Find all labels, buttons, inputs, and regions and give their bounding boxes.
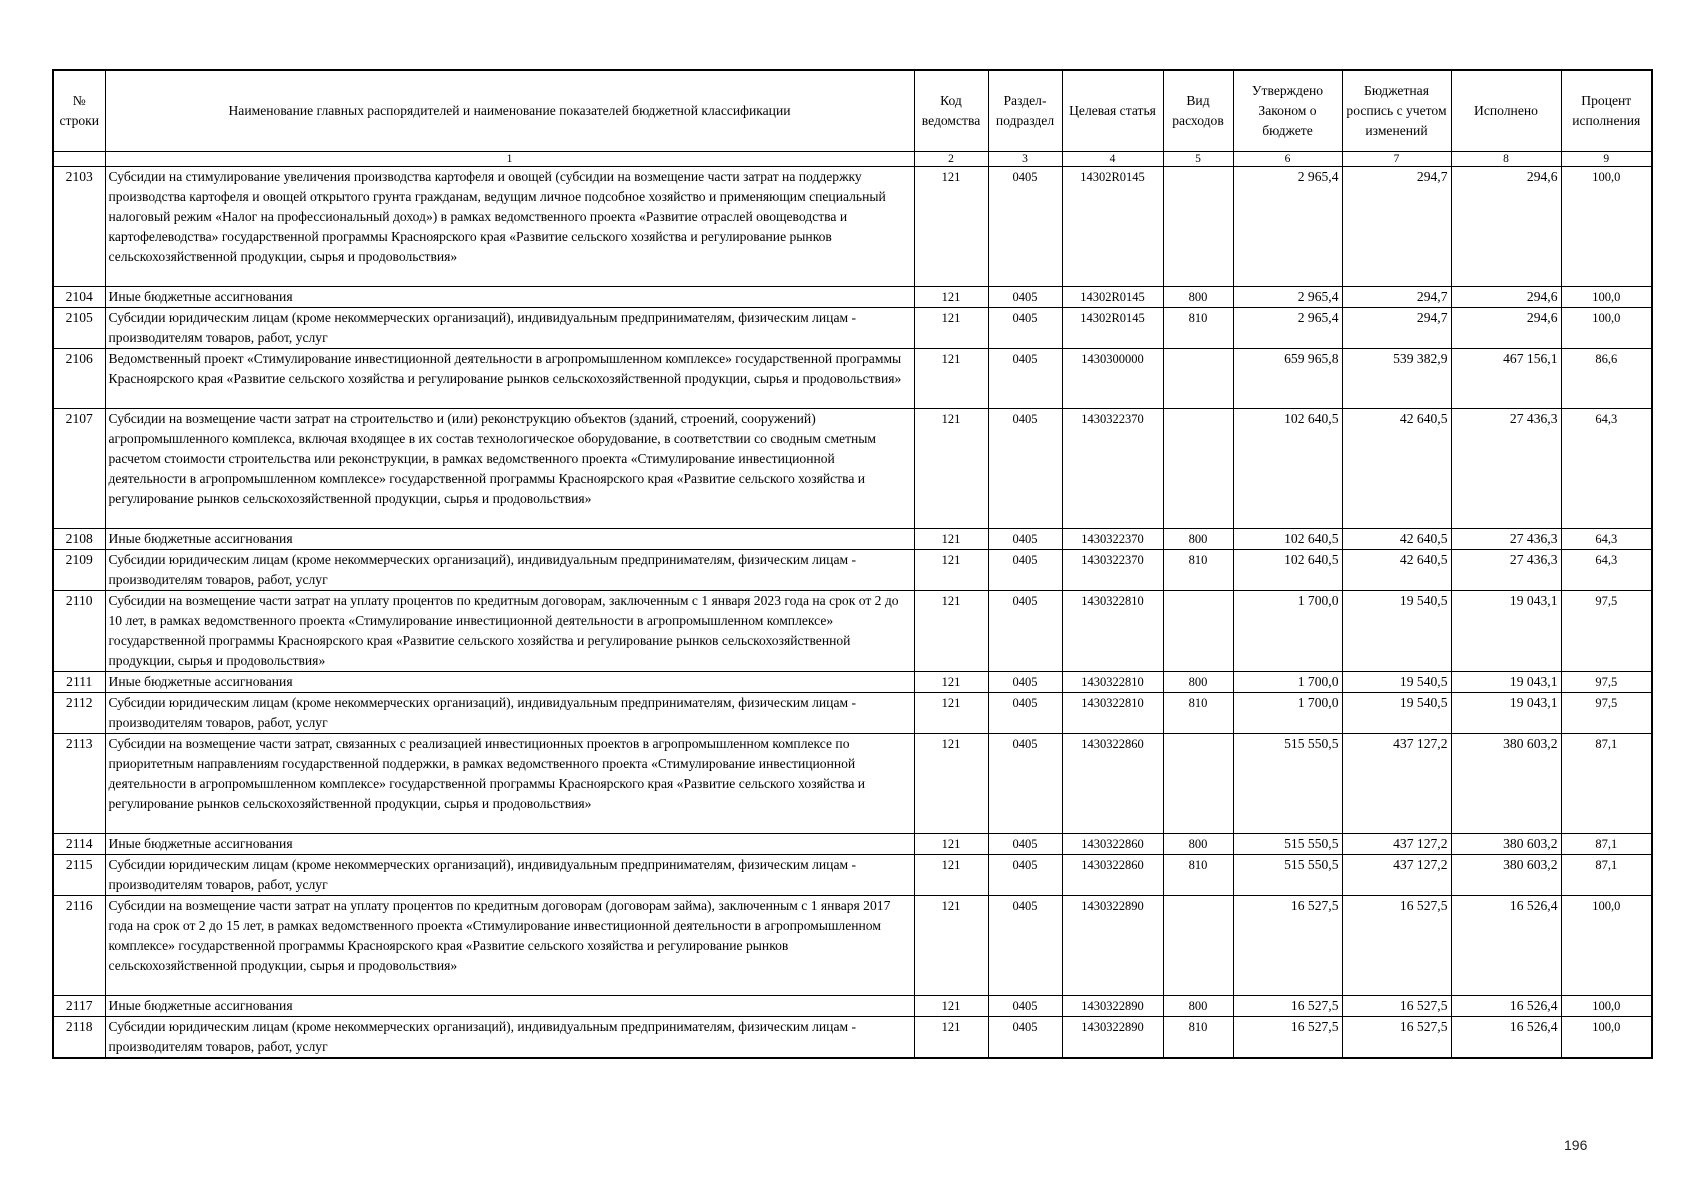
dept-code: 121 (914, 287, 988, 308)
executed-amount: 27 436,3 (1451, 529, 1561, 550)
col-header-name: Наименование главных распорядителей и наименование показателей бюджетной классификации (105, 70, 914, 152)
target-item: 1430300000 (1062, 349, 1163, 409)
executed-amount: 294,6 (1451, 167, 1561, 287)
col-header-percent: Процент исполнения (1561, 70, 1652, 152)
schedule-amount: 294,7 (1342, 308, 1451, 349)
expense-type (1163, 349, 1233, 409)
schedule-amount: 16 527,5 (1342, 896, 1451, 996)
section-code: 0405 (988, 1017, 1062, 1059)
expense-type: 800 (1163, 996, 1233, 1017)
section-code: 0405 (988, 834, 1062, 855)
approved-amount: 16 527,5 (1233, 896, 1342, 996)
table-row (53, 287, 1652, 308)
approved-amount: 102 640,5 (1233, 550, 1342, 591)
approved-amount: 2 965,4 (1233, 308, 1342, 349)
table-row (53, 550, 1652, 591)
section-code: 0405 (988, 591, 1062, 672)
executed-amount: 467 156,1 (1451, 349, 1561, 409)
column-number-blank (53, 152, 105, 167)
execution-percent: 87,1 (1561, 734, 1652, 834)
execution-percent: 64,3 (1561, 409, 1652, 529)
expense-type: 810 (1163, 308, 1233, 349)
table-row (53, 672, 1652, 693)
section-code: 0405 (988, 550, 1062, 591)
section-code: 0405 (988, 287, 1062, 308)
dept-code: 121 (914, 834, 988, 855)
target-item: 14302R0145 (1062, 308, 1163, 349)
executed-amount: 27 436,3 (1451, 409, 1561, 529)
table-row (53, 693, 1652, 734)
dept-code: 121 (914, 167, 988, 287)
schedule-amount: 294,7 (1342, 287, 1451, 308)
expense-type (1163, 167, 1233, 287)
col-header-approved: Утверждено Законом о бюджете (1233, 70, 1342, 152)
expense-type (1163, 409, 1233, 529)
approved-amount: 2 965,4 (1233, 287, 1342, 308)
table-row (53, 1017, 1652, 1059)
execution-percent: 100,0 (1561, 996, 1652, 1017)
target-item: 1430322370 (1062, 529, 1163, 550)
column-number-row (53, 152, 1652, 167)
row-name: Субсидии юридическим лицам (кроме некоммерческих организаций), индивидуальным предпринимателям, физическим лицам - производителям товаров, работ, услуг (105, 1017, 914, 1059)
approved-amount: 1 700,0 (1233, 693, 1342, 734)
target-item: 1430322810 (1062, 693, 1163, 734)
target-item: 1430322370 (1062, 409, 1163, 529)
section-code: 0405 (988, 529, 1062, 550)
execution-percent: 87,1 (1561, 834, 1652, 855)
schedule-amount: 16 527,5 (1342, 1017, 1451, 1059)
target-item: 1430322890 (1062, 1017, 1163, 1059)
schedule-amount: 19 540,5 (1342, 693, 1451, 734)
row-number: 2103 (53, 167, 105, 287)
execution-percent: 100,0 (1561, 287, 1652, 308)
column-number: 8 (1451, 152, 1561, 167)
section-code: 0405 (988, 409, 1062, 529)
approved-amount: 16 527,5 (1233, 1017, 1342, 1059)
approved-amount: 515 550,5 (1233, 834, 1342, 855)
target-item: 1430322810 (1062, 672, 1163, 693)
target-item: 14302R0145 (1062, 287, 1163, 308)
page-number: 196 (1564, 1137, 1588, 1153)
dept-code: 121 (914, 349, 988, 409)
section-code: 0405 (988, 693, 1062, 734)
executed-amount: 380 603,2 (1451, 834, 1561, 855)
executed-amount: 16 526,4 (1451, 996, 1561, 1017)
target-item: 1430322890 (1062, 896, 1163, 996)
row-name: Иные бюджетные ассигнования (105, 287, 914, 308)
col-header-expense-type: Вид расходов (1163, 70, 1233, 152)
row-name: Субсидии на возмещение части затрат на строительство и (или) реконструкцию объектов (зданий, строений, сооружений) агропромышленного комплекса, включая входящее в их состав технологическое оборудование, в соответствии со сводным сметным расчетом стоимости строительства или реконструкции, в рамках ведомственного проекта «Стимулирование инвестиционной деятельности в агропромышленном комплексе» государственной программы Красноярского края «Развитие сельского хозяйства и регулирование рынков сельскохозяйственной продукции, сырья и продовольствия» (105, 409, 914, 529)
execution-percent: 100,0 (1561, 167, 1652, 287)
row-number: 2117 (53, 996, 105, 1017)
execution-percent: 97,5 (1561, 591, 1652, 672)
budget-table (52, 69, 1653, 1059)
row-number: 2109 (53, 550, 105, 591)
row-name: Субсидии юридическим лицам (кроме некоммерческих организаций), индивидуальным предпринимателям, физическим лицам - производителям товаров, работ, услуг (105, 693, 914, 734)
row-number: 2105 (53, 308, 105, 349)
dept-code: 121 (914, 996, 988, 1017)
execution-percent: 87,1 (1561, 855, 1652, 896)
schedule-amount: 19 540,5 (1342, 591, 1451, 672)
dept-code: 121 (914, 693, 988, 734)
column-number: 5 (1163, 152, 1233, 167)
table-row (53, 734, 1652, 834)
column-number: 3 (988, 152, 1062, 167)
row-number: 2110 (53, 591, 105, 672)
section-code: 0405 (988, 896, 1062, 996)
executed-amount: 380 603,2 (1451, 734, 1561, 834)
col-header-executed: Исполнено (1451, 70, 1561, 152)
expense-type: 810 (1163, 1017, 1233, 1059)
execution-percent: 100,0 (1561, 896, 1652, 996)
executed-amount: 19 043,1 (1451, 672, 1561, 693)
table-row (53, 409, 1652, 529)
row-name: Субсидии юридическим лицам (кроме некоммерческих организаций), индивидуальным предпринимателям, физическим лицам - производителям товаров, работ, услуг (105, 308, 914, 349)
row-name: Субсидии юридическим лицам (кроме некоммерческих организаций), индивидуальным предпринимателям, физическим лицам - производителям товаров, работ, услуг (105, 550, 914, 591)
expense-type (1163, 734, 1233, 834)
table-row (53, 591, 1652, 672)
table-row (53, 529, 1652, 550)
expense-type (1163, 591, 1233, 672)
schedule-amount: 294,7 (1342, 167, 1451, 287)
approved-amount: 659 965,8 (1233, 349, 1342, 409)
row-number: 2114 (53, 834, 105, 855)
row-number: 2115 (53, 855, 105, 896)
section-code: 0405 (988, 855, 1062, 896)
table-row (53, 896, 1652, 996)
executed-amount: 294,6 (1451, 308, 1561, 349)
executed-amount: 380 603,2 (1451, 855, 1561, 896)
row-name: Субсидии на возмещение части затрат на уплату процентов по кредитным договорам (договорам займа), заключенным с 1 января 2017 года на срок от 2 до 15 лет, в рамках ведомственного проекта «Стимулирование инвестиционной деятельности в агропромышленном комплексе» государственной программы Красноярского края «Развитие сельского хозяйства и регулирование рынков сельскохозяйственной продукции, сырья и продовольствия» (105, 896, 914, 996)
section-code: 0405 (988, 308, 1062, 349)
section-code: 0405 (988, 672, 1062, 693)
execution-percent: 86,6 (1561, 349, 1652, 409)
dept-code: 121 (914, 591, 988, 672)
column-number: 9 (1561, 152, 1652, 167)
expense-type (1163, 896, 1233, 996)
target-item: 14302R0145 (1062, 167, 1163, 287)
target-item: 1430322860 (1062, 734, 1163, 834)
target-item: 1430322810 (1062, 591, 1163, 672)
execution-percent: 64,3 (1561, 529, 1652, 550)
column-number: 1 (105, 152, 914, 167)
col-header-dept-code: Код ведомства (914, 70, 988, 152)
expense-type: 800 (1163, 287, 1233, 308)
dept-code: 121 (914, 308, 988, 349)
approved-amount: 1 700,0 (1233, 672, 1342, 693)
col-header-row-number: № строки (53, 70, 105, 152)
row-number: 2108 (53, 529, 105, 550)
table-row (53, 834, 1652, 855)
schedule-amount: 19 540,5 (1342, 672, 1451, 693)
row-name: Иные бюджетные ассигнования (105, 996, 914, 1017)
section-code: 0405 (988, 996, 1062, 1017)
dept-code: 121 (914, 1017, 988, 1059)
row-name: Субсидии на стимулирование увеличения производства картофеля и овощей (субсидии на возмещение части затрат на поддержку производства картофеля и овощей открытого грунта гражданам, ведущим личное подсобное хозяйство и применяющим специальный налоговый режим «Налог на профессиональный доход») в рамках ведомственного проекта «Развитие отраслей овощеводства и картофелеводства» государственной программы Красноярского края «Развитие сельского хозяйства и регулирование рынков сельскохозяйственной продукции, сырья и продовольствия» (105, 167, 914, 287)
table-row (53, 308, 1652, 349)
expense-type: 810 (1163, 693, 1233, 734)
approved-amount: 515 550,5 (1233, 855, 1342, 896)
dept-code: 121 (914, 409, 988, 529)
column-number: 6 (1233, 152, 1342, 167)
executed-amount: 27 436,3 (1451, 550, 1561, 591)
executed-amount: 16 526,4 (1451, 896, 1561, 996)
schedule-amount: 539 382,9 (1342, 349, 1451, 409)
row-number: 2112 (53, 693, 105, 734)
table-row (53, 349, 1652, 409)
executed-amount: 16 526,4 (1451, 1017, 1561, 1059)
approved-amount: 16 527,5 (1233, 996, 1342, 1017)
row-number: 2118 (53, 1017, 105, 1059)
row-number: 2106 (53, 349, 105, 409)
table-body (53, 167, 1652, 1059)
col-header-section: Раздел-подраздел (988, 70, 1062, 152)
schedule-amount: 437 127,2 (1342, 834, 1451, 855)
dept-code: 121 (914, 855, 988, 896)
schedule-amount: 42 640,5 (1342, 409, 1451, 529)
dept-code: 121 (914, 734, 988, 834)
row-number: 2104 (53, 287, 105, 308)
execution-percent: 97,5 (1561, 693, 1652, 734)
execution-percent: 64,3 (1561, 550, 1652, 591)
column-number: 7 (1342, 152, 1451, 167)
executed-amount: 19 043,1 (1451, 693, 1561, 734)
target-item: 1430322860 (1062, 855, 1163, 896)
executed-amount: 294,6 (1451, 287, 1561, 308)
row-number: 2111 (53, 672, 105, 693)
row-name: Иные бюджетные ассигнования (105, 834, 914, 855)
approved-amount: 102 640,5 (1233, 529, 1342, 550)
table-row (53, 996, 1652, 1017)
dept-code: 121 (914, 529, 988, 550)
row-number: 2116 (53, 896, 105, 996)
header-row (53, 70, 1652, 152)
table-row (53, 167, 1652, 287)
section-code: 0405 (988, 734, 1062, 834)
dept-code: 121 (914, 550, 988, 591)
executed-amount: 19 043,1 (1451, 591, 1561, 672)
dept-code: 121 (914, 672, 988, 693)
execution-percent: 97,5 (1561, 672, 1652, 693)
row-name: Субсидии на возмещение части затрат на уплату процентов по кредитным договорам, заключенным с 1 января 2023 года на срок от 2 до 10 лет, в рамках ведомственного проекта «Стимулирование инвестиционной деятельности в агропромышленном комплексе» государственной программы Красноярского края «Развитие сельского хозяйства и регулирование рынков сельскохозяйственной продукции, сырья и продовольствия» (105, 591, 914, 672)
expense-type: 810 (1163, 550, 1233, 591)
schedule-amount: 437 127,2 (1342, 734, 1451, 834)
target-item: 1430322370 (1062, 550, 1163, 591)
col-header-target-item: Целевая статья (1062, 70, 1163, 152)
row-number: 2113 (53, 734, 105, 834)
column-number: 2 (914, 152, 988, 167)
expense-type: 800 (1163, 834, 1233, 855)
row-name: Ведомственный проект «Стимулирование инвестиционной деятельности в агропромышленном комплексе» государственной программы Красноярского края «Развитие сельского хозяйства и регулирование рынков сельскохозяйственной продукции, сырья и продовольствия» (105, 349, 914, 409)
row-number: 2107 (53, 409, 105, 529)
expense-type: 810 (1163, 855, 1233, 896)
section-code: 0405 (988, 167, 1062, 287)
schedule-amount: 42 640,5 (1342, 529, 1451, 550)
dept-code: 121 (914, 896, 988, 996)
target-item: 1430322890 (1062, 996, 1163, 1017)
table-row (53, 855, 1652, 896)
approved-amount: 2 965,4 (1233, 167, 1342, 287)
column-number: 4 (1062, 152, 1163, 167)
schedule-amount: 437 127,2 (1342, 855, 1451, 896)
row-name: Иные бюджетные ассигнования (105, 529, 914, 550)
row-name: Субсидии юридическим лицам (кроме некоммерческих организаций), индивидуальным предпринимателям, физическим лицам - производителям товаров, работ, услуг (105, 855, 914, 896)
approved-amount: 102 640,5 (1233, 409, 1342, 529)
execution-percent: 100,0 (1561, 1017, 1652, 1059)
expense-type: 800 (1163, 672, 1233, 693)
approved-amount: 1 700,0 (1233, 591, 1342, 672)
row-name: Субсидии на возмещение части затрат, связанных с реализацией инвестиционных проектов в агропромышленном комплексе по приоритетным направлениям государственной поддержки, в рамках ведомственного проекта «Стимулирование инвестиционной деятельности в агропромышленном комплексе» государственной программы Красноярского края «Развитие сельского хозяйства и регулирование рынков сельскохозяйственной продукции, сырья и продовольствия» (105, 734, 914, 834)
schedule-amount: 16 527,5 (1342, 996, 1451, 1017)
schedule-amount: 42 640,5 (1342, 550, 1451, 591)
approved-amount: 515 550,5 (1233, 734, 1342, 834)
section-code: 0405 (988, 349, 1062, 409)
row-name: Иные бюджетные ассигнования (105, 672, 914, 693)
col-header-budget-schedule: Бюджетная роспись с учетом изменений (1342, 70, 1451, 152)
execution-percent: 100,0 (1561, 308, 1652, 349)
expense-type: 800 (1163, 529, 1233, 550)
target-item: 1430322860 (1062, 834, 1163, 855)
